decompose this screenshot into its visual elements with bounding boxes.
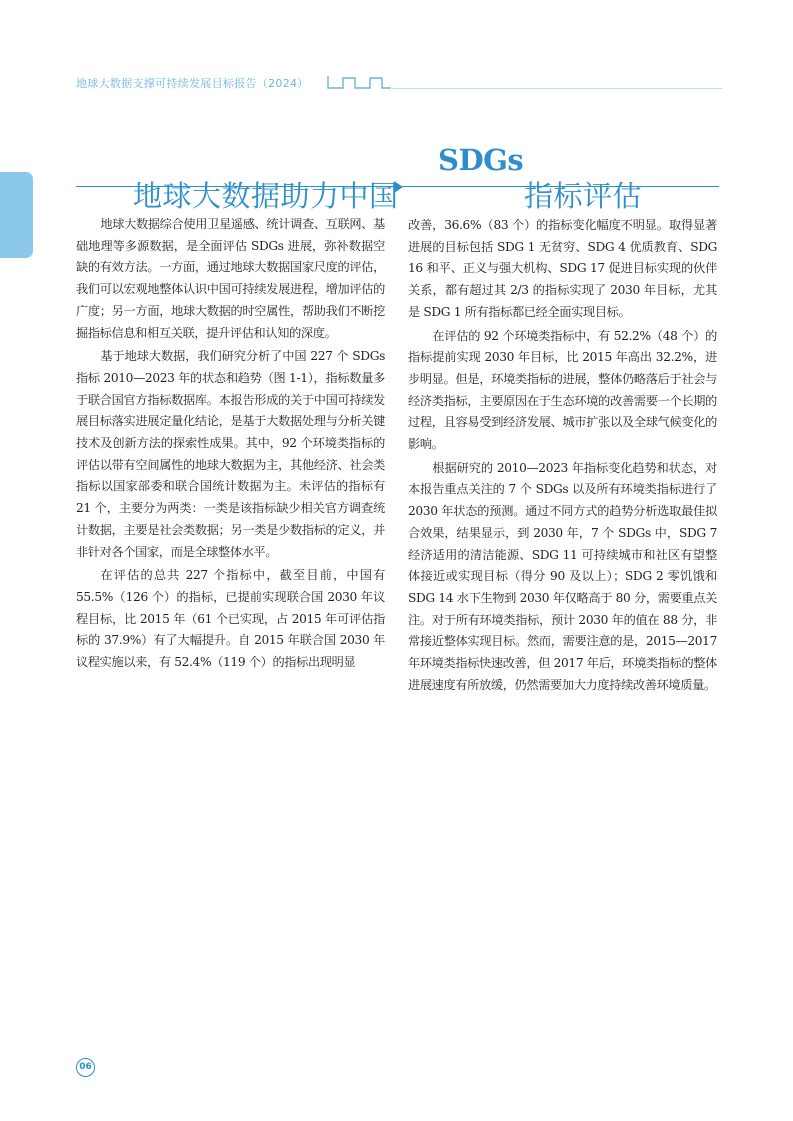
paragraph: 基于地球大数据，我们研究分析了中国 227 个 SDGs 指标 2010—2023 年的状态和趋势（图 1-1），指标数量多于联合国官方指标数据库。本报告形成的关于中国可持续发展目标落实进展定量化结论，是基于大数据处理与分析关键技术及创新方法的探索性成果。其中，92 个环境类指标的评估以带有空间属性的地球大数据为主，其他经济、社会类指标以国家部委和联合国统计数据为主。未评估的指标有 21 个，主要分为两类：一类是该指标缺少相关官方调查统计数据，主要是社会类数据；另一类是少数指标的定义，并非针对各个国家，而是全球整体水平。 <box>76 349 385 559</box>
running-header: 地球大数据支撑可持续发展目标报告（2024） <box>76 77 309 90</box>
title-arrow-marker <box>394 181 403 193</box>
paragraph: 在评估的总共 227 个指标中，截至目前，中国有 55.5%（126 个）的指标，已提前实现联合国 2030 年议程目标，比 2015 年（61 个已实现，占 2015 年可评估指标的 37.9%）有了大幅提升。自 2015 年联合国 2030 年议程实施以来，有 52.4%（119 个）的指标出现明显 <box>76 568 385 670</box>
paragraph: 改善，36.6%（83 个）的指标变化幅度不明显。取得显著进展的目标包括 SDG 1 无贫穷、SDG 4 优质教育、SDG 16 和平、正义与强大机构、SDG 17 促进目标实现的伙伴关系，都有超过其 2/3 的指标实现了 2030 年目标，尤其是 SDG 1 所有指标都已经全面实现目标。 <box>408 218 717 319</box>
title-sdgs: SDGs <box>438 143 524 177</box>
section-title-left: 地球大数据助力中国 <box>133 179 399 213</box>
header-rule <box>392 88 722 89</box>
chapter-side-tab <box>0 172 33 258</box>
right-text-column <box>408 215 717 698</box>
page-number: 06 <box>76 1058 95 1077</box>
paragraph: 在评估的 92 个环境类指标中，有 52.2%（48 个）的指标提前实现 2030 年目标，比 2015 年高出 32.2%，进步明显。但是，环境类指标的进展，整体仍略落后于社会与经济类指标，主要原因在于生态环境的改善需要一个长期的过程，且容易受到经济发展、城市扩张以及全球气候变化的影响。 <box>408 328 717 452</box>
paragraph: 地球大数据综合使用卫星遥感、统计调查、互联网、基础地理等多源数据，是全面评估 SDGs 进展，弥补数据空缺的有效方法。一方面，通过地球大数据国家尺度的评估，我们可以宏观地整体认识中国可持续发展进程，增加评估的广度；另一方面，地球大数据的时空属性，帮助我们不断挖掘指标信息和相互关联，提升评估和认知的深度。 <box>76 217 385 340</box>
header-bracket-ornament <box>325 74 391 90</box>
paragraph: 根据研究的 2010—2023 年指标变化趋势和状态，对本报告重点关注的 7 个 SDGs 以及所有环境类指标进行了 2030 年状态的预测。通过不同方式的趋势分析选取最佳拟合效果，结果显示，到 2030 年，7 个 SDGs 中，SDG 7 经济适用的清洁能源、SDG 11 可持续城市和社区有望整体接近或实现目标（得分 90 及以上）；SDG 2 零饥饿和 SDG 14 水下生物到 2030 年仅略高于 80 分，需要重点关注。对于所有环境类指标，预计 2030 年的值在 88 分，非常接近整体实现目标。然而，需要注意的是，2015—2017 年环境类指标快速改善，但 2017 年后，环境类指标的整体进展速度有所放缓，仍然需要加大力度持续改善环境质量。 <box>408 460 717 692</box>
section-title-right: 指标评估 <box>524 179 643 213</box>
left-text-column <box>76 214 385 676</box>
